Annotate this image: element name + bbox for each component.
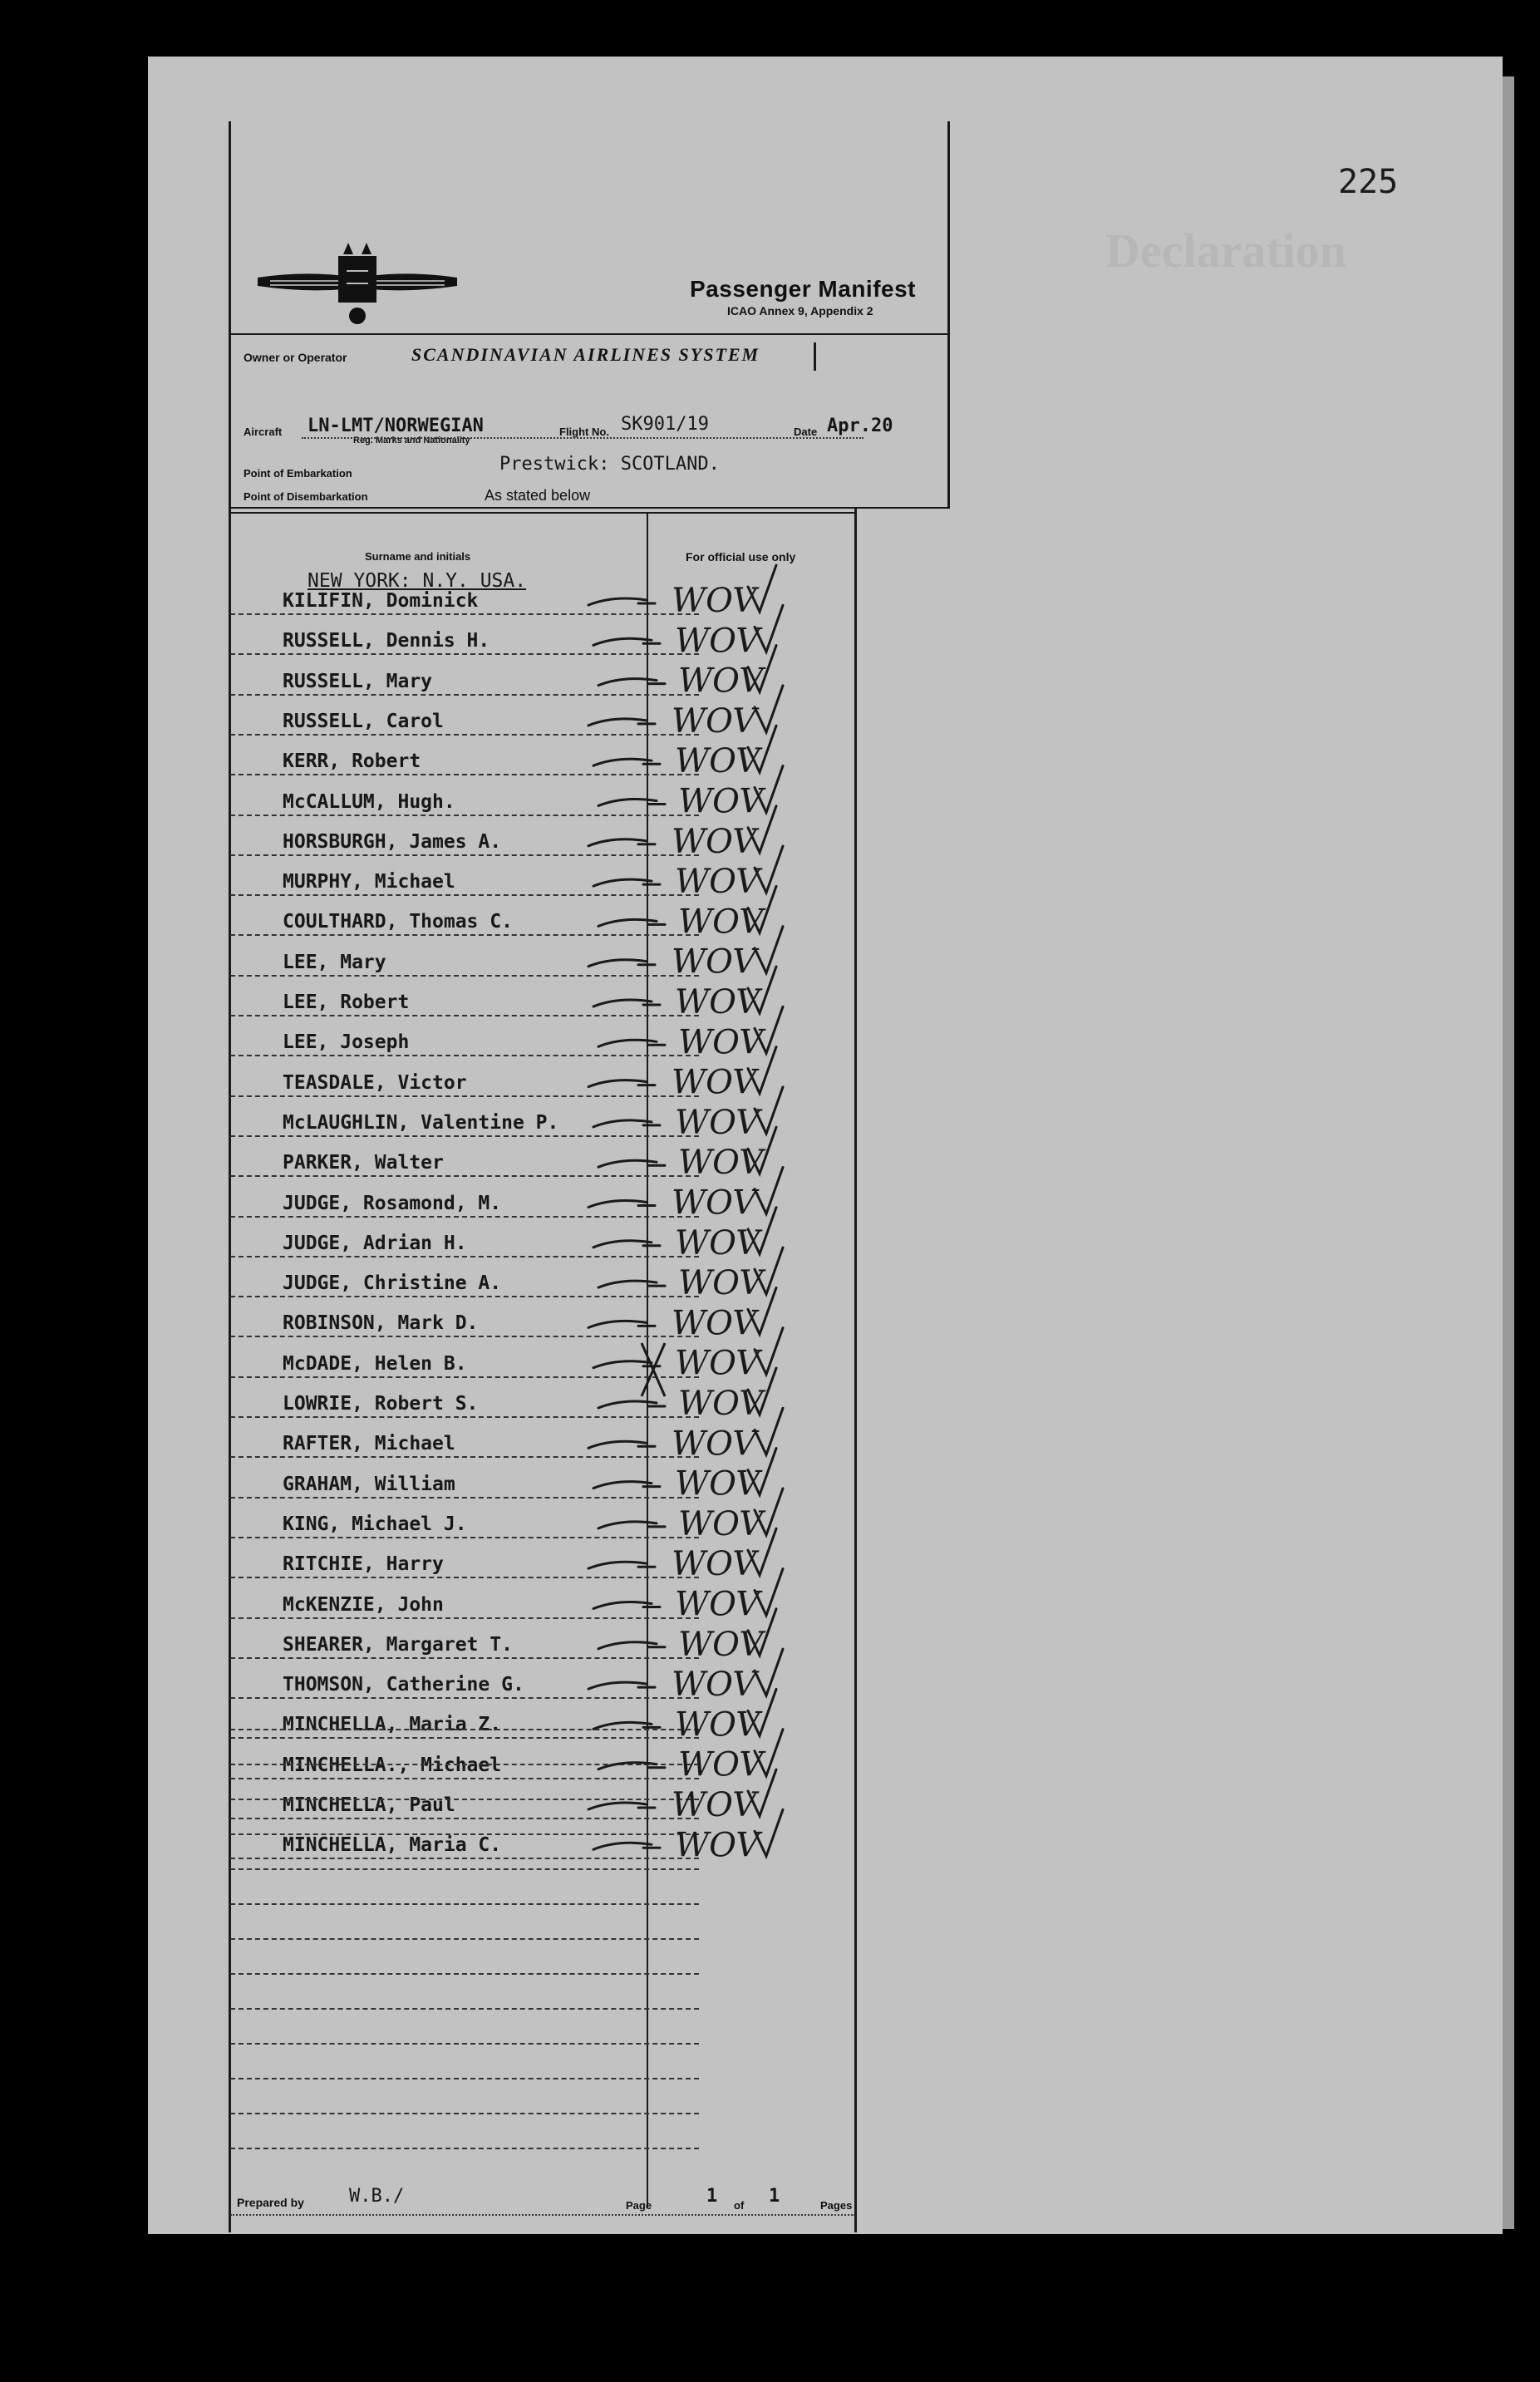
top-section-divider	[229, 507, 950, 509]
empty-row-line	[230, 1764, 699, 1765]
table-row-line	[230, 653, 699, 655]
official-mark-text: WOV	[675, 983, 760, 1021]
header-divider	[229, 333, 950, 335]
passenger-name: SHEARER, Margaret T.	[283, 1633, 513, 1656]
passenger-name: JUDGE, Adrian H.	[283, 1232, 467, 1254]
embarkation-label: Point of Embarkation	[244, 467, 352, 480]
passenger-name: MINCHELLA, Maria C.	[283, 1834, 502, 1857]
page-value: 1	[706, 2186, 718, 2207]
manifest-form	[229, 121, 952, 2232]
empty-row-line	[230, 1729, 699, 1730]
embarkation-value: Prestwick: SCOTLAND.	[499, 454, 720, 475]
official-mark-text: WOV	[672, 1304, 757, 1343]
official-mark-text: WOV	[672, 1666, 757, 1705]
passenger-name: JUDGE, Christine A.	[283, 1272, 502, 1295]
manifest-title: Passenger Manifest	[690, 276, 916, 302]
disembarkation-label: Point of Disembarkation	[244, 490, 368, 503]
official-mark-text: WOV	[675, 742, 760, 781]
table-row-line	[230, 854, 699, 856]
passenger-name: MINCHELLA, Maria Z.	[283, 1714, 502, 1736]
passenger-name: COULTHARD, Thomas C.	[283, 911, 513, 933]
official-mark-text: WOV	[678, 1504, 764, 1543]
official-mark-text: WOV	[675, 1103, 760, 1142]
passenger-name: RUSSELL, Dennis H.	[283, 630, 490, 652]
table-row-line	[230, 1657, 699, 1659]
passenger-name: LEE, Robert	[283, 992, 410, 1013]
flight-value: SK901/19	[621, 414, 709, 435]
empty-row-line	[230, 1868, 699, 1870]
official-mark-text: WOV	[672, 1786, 757, 1824]
aircraft-sublabel: Reg. Marks and Nationality	[353, 436, 470, 445]
empty-row-line	[230, 1903, 699, 1905]
column-header-top	[229, 512, 857, 514]
flight-label: Flight No.	[559, 426, 609, 438]
empty-row-line	[230, 2008, 699, 2010]
table-row-line	[230, 894, 699, 896]
aircraft-label: Aircraft	[244, 426, 283, 438]
page-number: 225	[1338, 163, 1399, 201]
operator-value: SCANDINAVIAN AIRLINES SYSTEM	[411, 344, 760, 365]
empty-row-line	[230, 1833, 699, 1835]
form-right-border-top	[947, 121, 950, 507]
passenger-name: RAFTER, Michael	[283, 1433, 455, 1455]
table-row-line	[230, 1055, 699, 1056]
passenger-name: MINCHELLA., Michael	[283, 1754, 502, 1776]
sas-logo-icon	[253, 238, 461, 329]
aircraft-value: LN-LMT/NORWEGIAN	[308, 416, 484, 436]
official-mark-text: WOV	[675, 1344, 760, 1383]
official-mark-text: WOV	[678, 903, 764, 942]
empty-row-line	[230, 1799, 699, 1800]
table-row-line	[230, 1577, 699, 1578]
passenger-name: RITCHIE, Harry	[283, 1553, 444, 1576]
footer-line	[230, 2214, 855, 2216]
passenger-name: RUSSELL, Mary	[283, 670, 433, 692]
table-row-line	[230, 1697, 699, 1699]
table-row-line	[230, 1095, 699, 1097]
table-row-line	[230, 1497, 699, 1499]
form-right-border	[854, 507, 857, 2232]
passenger-name: GRAHAM, William	[283, 1473, 455, 1495]
official-mark-text: WOV	[678, 1023, 764, 1062]
names-column-header: Surname and initials	[365, 550, 471, 563]
table-row-line	[230, 1175, 699, 1177]
column-divider	[647, 512, 648, 2207]
passenger-name: HORSBURGH, James A.	[283, 830, 502, 853]
passenger-name: ROBINSON, Mark D.	[283, 1312, 479, 1335]
table-row-line	[230, 1537, 699, 1538]
official-mark-text: WOV	[678, 1264, 764, 1303]
official-mark-text: WOV	[678, 1625, 764, 1664]
table-row-line	[230, 815, 699, 816]
passenger-name: McKENZIE, John	[283, 1593, 444, 1616]
table-row-line	[230, 975, 699, 977]
passenger-name: TEASDALE, Victor	[283, 1071, 467, 1094]
official-mark-text: WOV	[672, 701, 757, 741]
passenger-name: McLAUGHLIN, Valentine P.	[283, 1111, 559, 1134]
empty-row-line	[230, 2078, 699, 2079]
passenger-name: THOMSON, Catherine G.	[283, 1674, 524, 1696]
empty-row-line	[230, 2043, 699, 2045]
passenger-name: McDADE, Helen B.	[283, 1352, 467, 1375]
official-mark-text: WOV	[675, 622, 760, 661]
passenger-name: RUSSELL, Carol	[283, 710, 444, 732]
official-mark-text: WOV	[678, 662, 764, 701]
table-row-line	[230, 734, 699, 736]
official-mark-text: WOV	[672, 582, 757, 620]
empty-row-line	[230, 2113, 699, 2114]
official-mark-text: WOV	[672, 1063, 757, 1102]
manifest-subtitle: ICAO Annex 9, Appendix 2	[727, 304, 873, 317]
official-mark-text: WOV	[672, 1425, 757, 1464]
official-mark-text: WOV	[678, 1385, 764, 1423]
passenger-name: LEE, Joseph	[283, 1031, 410, 1054]
page-label: Page	[626, 2199, 652, 2212]
empty-row-line	[230, 1973, 699, 1975]
pages-label: Pages	[820, 2199, 853, 2212]
official-mark-text: WOV	[678, 782, 764, 821]
official-mark-text: WOV	[675, 1705, 760, 1745]
table-row-line	[230, 1296, 699, 1297]
date-label: Date	[794, 426, 818, 438]
passenger-name: JUDGE, Rosamond, M.	[283, 1192, 502, 1214]
table-row-line	[230, 1617, 699, 1619]
passenger-name: LEE, Mary	[283, 951, 386, 973]
official-mark-text: WOV	[675, 1826, 760, 1865]
empty-row-line	[230, 1938, 699, 1940]
passenger-name: McCALLUM, Hugh.	[283, 790, 455, 813]
official-column-header: For official use only	[686, 550, 796, 564]
official-mark-text: WOV	[675, 1464, 760, 1504]
table-row-line	[230, 1778, 699, 1779]
of-label: of	[734, 2199, 745, 2212]
official-mark-text: WOV	[672, 1545, 757, 1584]
disembarkation-value: As stated below	[485, 487, 591, 504]
table-row-line	[230, 934, 699, 936]
operator-label: Owner or Operator	[244, 351, 347, 364]
table-row-line	[230, 1376, 699, 1378]
passenger-name: KING, Michael J.	[283, 1513, 467, 1535]
passenger-name: MURPHY, Michael	[283, 871, 455, 893]
official-mark-text: WOV	[678, 1144, 764, 1183]
operator-tick	[814, 342, 816, 371]
sheet-edge	[1503, 76, 1514, 2229]
table-row-line	[230, 613, 699, 615]
official-mark-text: WOV	[672, 942, 757, 982]
table-row-line	[230, 1135, 699, 1137]
prepared-by-label: Prepared by	[237, 2196, 304, 2209]
date-value: Apr.20	[827, 416, 893, 436]
passenger-name: KILIFIN, Dominick	[283, 590, 479, 612]
destination-heading: NEW YORK: N.Y. USA.	[308, 570, 527, 592]
passenger-name: LOWRIE, Robert S.	[283, 1393, 479, 1415]
table-row-line	[230, 1818, 699, 1819]
official-mark-text: WOV	[672, 1184, 757, 1223]
table-row-line	[230, 1336, 699, 1337]
passenger-name: MINCHELLA, Paul	[283, 1794, 455, 1816]
table-row-line	[230, 1216, 699, 1218]
official-mark-text: WOV	[675, 1585, 760, 1624]
table-row-line	[230, 1456, 699, 1458]
bleed-through-text: Declaration	[1105, 224, 1346, 278]
of-value: 1	[769, 2186, 780, 2207]
table-row-line	[230, 1015, 699, 1016]
table-row-line	[230, 1737, 699, 1739]
table-row-line	[230, 1416, 699, 1418]
official-mark-text: WOV	[678, 1745, 764, 1784]
official-mark-text: WOV	[672, 822, 757, 861]
table-row-line	[230, 1858, 699, 1859]
table-row-line	[230, 1256, 699, 1257]
passenger-name: KERR, Robert	[283, 751, 421, 773]
table-row-line	[230, 694, 699, 696]
passenger-name: PARKER, Walter	[283, 1152, 444, 1174]
table-row-line	[230, 774, 699, 775]
official-mark-text: WOV	[675, 1223, 760, 1262]
empty-row-line	[230, 2148, 699, 2149]
official-mark-text: WOV	[675, 863, 760, 902]
prepared-by-value: W.B./	[349, 2186, 405, 2207]
aircraft-underline	[302, 437, 863, 439]
